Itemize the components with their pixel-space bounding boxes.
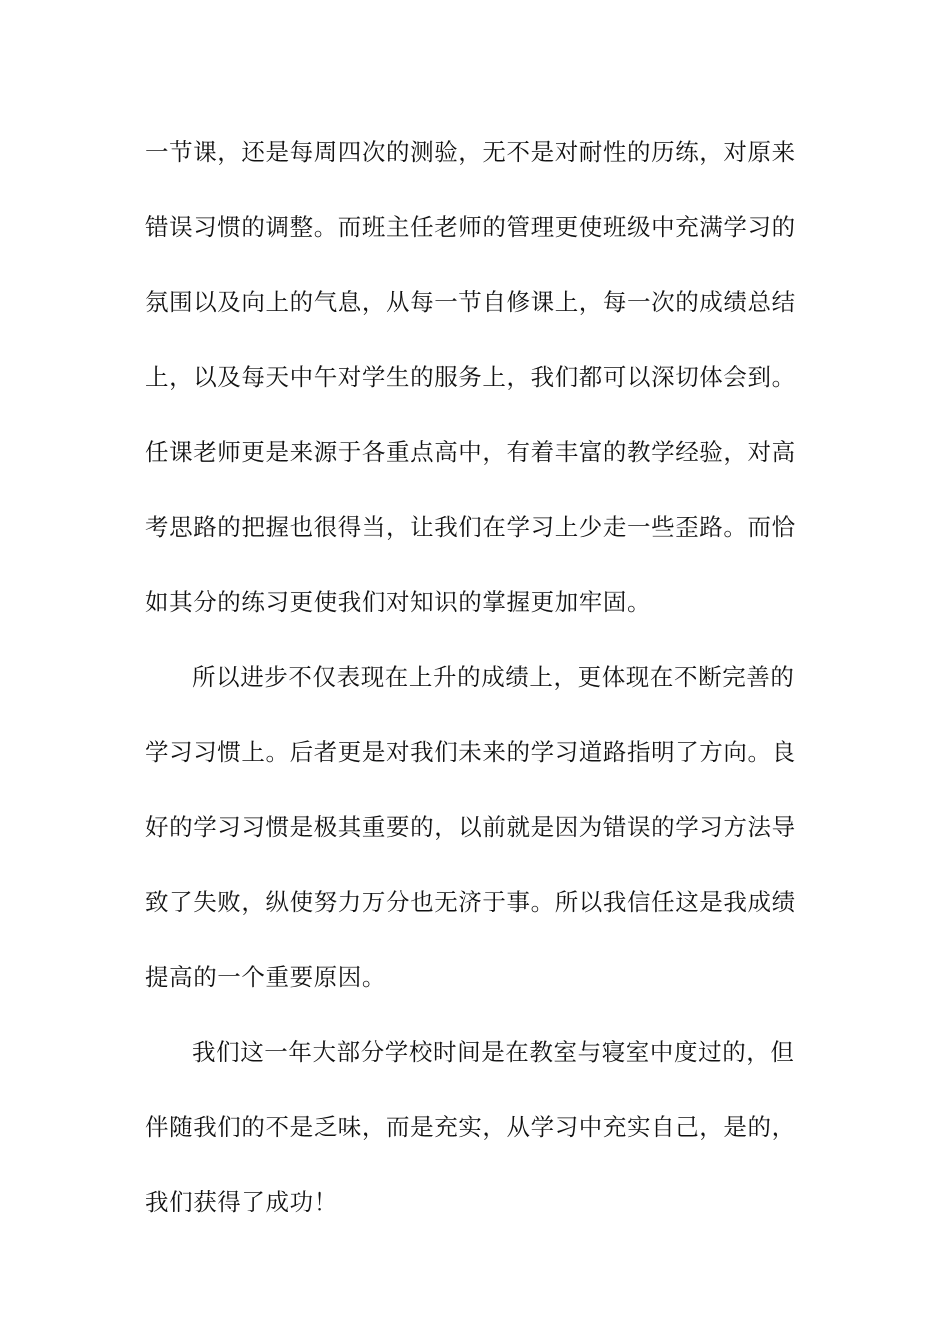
text-line: 学习习惯上。后者更是对我们未来的学习道路指明了方向。良 xyxy=(145,738,796,766)
paragraph-start-line: 所以进步不仅表现在上升的成绩上，更体现在不断完善的 xyxy=(192,663,795,691)
text-line: 考思路的把握也很得当，让我们在学习上少走一些歪路。而恰 xyxy=(145,513,796,541)
text-line: 致了失败，纵使努力万分也无济于事。所以我信任这是我成绩 xyxy=(145,888,796,916)
text-line: 氛围以及向上的气息，从每一节自修课上，每一次的成绩总结 xyxy=(145,288,796,316)
document-body xyxy=(145,115,805,1240)
text-line: 任课老师更是来源于各重点高中，有着丰富的教学经验，对高 xyxy=(145,438,796,466)
text-line: 一节课，还是每周四次的测验，无不是对耐性的历练，对原来 xyxy=(145,138,796,166)
text-line: 提高的一个重要原因。 xyxy=(145,963,386,991)
text-line: 如其分的练习更使我们对知识的掌握更加牢固。 xyxy=(145,588,652,616)
text-line: 错误习惯的调整。而班主任老师的管理更使班级中充满学习的 xyxy=(145,213,796,241)
text-line: 好的学习习惯是极其重要的，以前就是因为错误的学习方法导 xyxy=(145,813,796,841)
text-line: 伴随我们的不是乏味，而是充实，从学习中充实自己，是的， xyxy=(145,1113,796,1141)
text-line: 上，以及每天中午对学生的服务上，我们都可以深切体会到。 xyxy=(145,363,796,391)
text-line: 我们获得了成功！ xyxy=(145,1188,338,1216)
paragraph-start-line: 我们这一年大部分学校时间是在教室与寝室中度过的，但 xyxy=(192,1038,795,1066)
